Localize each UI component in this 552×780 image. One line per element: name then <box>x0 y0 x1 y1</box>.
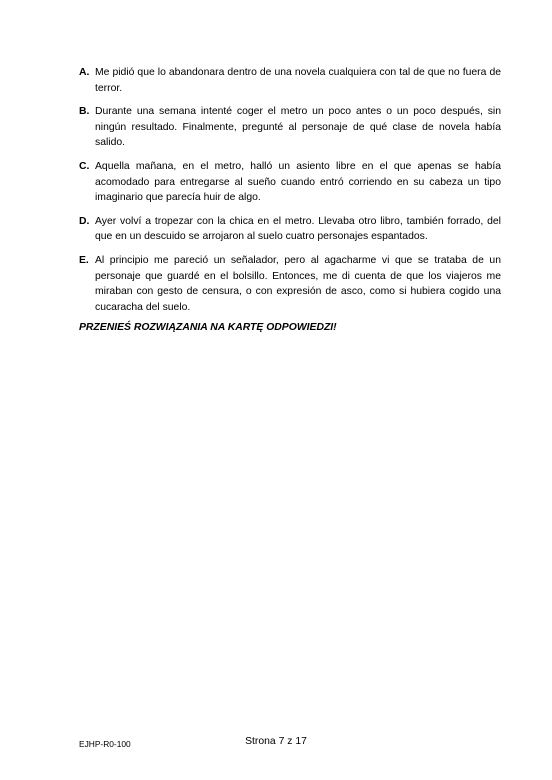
option-b <box>79 104 501 151</box>
exam-code: EJHP-R0-100 <box>79 739 131 749</box>
transfer-instruction: PRZENIEŚ ROZWIĄZANIA NA KARTĘ ODPOWIEDZI! <box>79 322 337 333</box>
option-letter: C. <box>79 160 90 172</box>
option-a <box>79 65 501 96</box>
option-text: Aquella mañana, en el metro, halló un asiento libre en el que apenas se había acomodado para entregarse al sueño cuando entró corriendo en su cabeza un tipo imaginario que parecía huir de algo. <box>95 160 501 204</box>
option-e <box>79 253 501 315</box>
option-c <box>79 159 501 206</box>
option-text: Durante una semana intenté coger el metro un poco antes o un poco después, sin ningún resultado. Finalmente, pregunté al personaje de qué clase de novela había salido. <box>95 106 501 149</box>
option-letter: D. <box>79 215 90 227</box>
option-letter: E. <box>79 254 89 266</box>
option-text: Me pidió que lo abandonara dentro de una novela cualquiera con tal de que no fuera de terror. <box>95 67 501 94</box>
option-d <box>79 214 501 245</box>
answer-options-list <box>79 65 501 323</box>
option-text: Al principio me pareció un señalador, pero al agacharme vi que se trataba de un personaje que guardé en el bolsillo. Entonces, me di cuenta de que los viajeros me miraban con gesto de censura, o con expresión de asco, como si hubiera cogido una cucaracha del suelo. <box>95 254 501 313</box>
option-letter: B. <box>79 106 90 118</box>
page-number: Strona 7 z 17 <box>245 736 307 747</box>
option-text: Ayer volví a tropezar con la chica en el metro. Llevaba otro libro, también forrado, del que en un descuido se arrojaron al suelo cuatro personajes espantados. <box>95 215 501 243</box>
option-letter: A. <box>79 67 90 78</box>
